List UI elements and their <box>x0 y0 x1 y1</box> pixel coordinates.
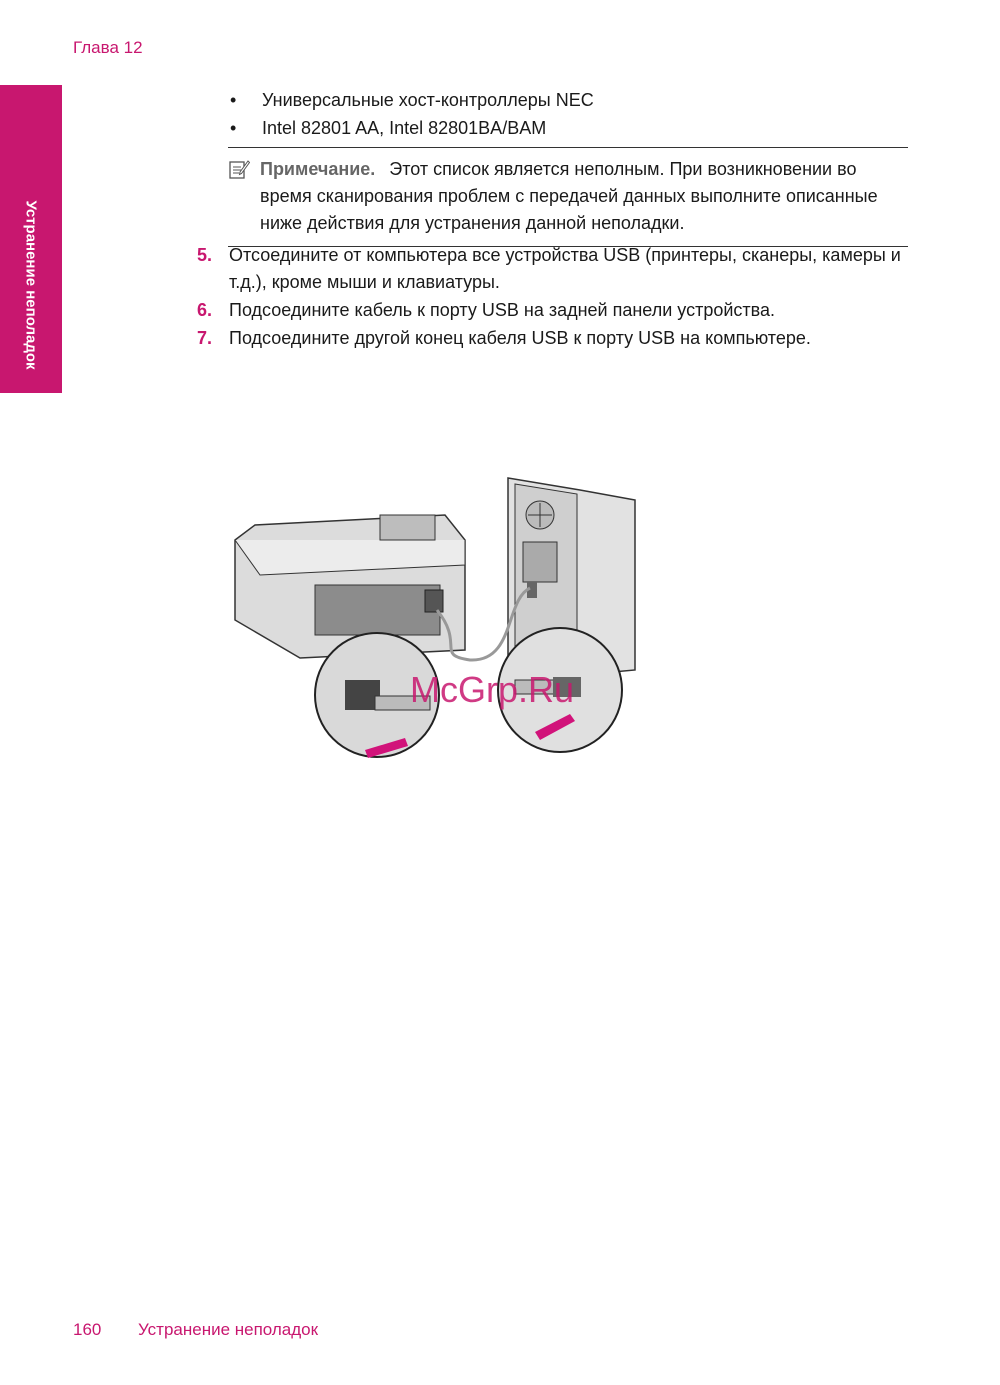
note-icon <box>228 158 250 180</box>
list-item: • Intel 82801 AA, Intel 82801BA/BAM <box>230 114 594 142</box>
watermark-text: McGrp.Ru <box>410 669 575 710</box>
steps-list <box>197 242 917 353</box>
chapter-heading: Глава 12 <box>73 38 143 57</box>
step-item <box>197 242 917 296</box>
list-item: • Универсальные хост-контроллеры NEC <box>230 86 594 114</box>
side-tab-label: Устранение неполадок <box>22 200 40 370</box>
printer-icon <box>235 515 465 658</box>
step-number: 5. <box>197 245 213 265</box>
page-number: 160 <box>73 1320 102 1339</box>
note-label: Примечание. <box>260 159 376 179</box>
step-text: Подсоедините кабель к порту USB на задней панели устройства. <box>229 300 776 320</box>
step-text: Отсоедините от компьютера все устройства USB (принтеры, сканеры, камеры и т.д.), кроме мыши и клавиатуры. <box>229 245 901 292</box>
bullet-icon: • <box>230 118 237 138</box>
side-tab <box>0 85 62 393</box>
bullet-list <box>230 86 594 142</box>
footer-section-title: Устранение неполадок <box>138 1320 319 1339</box>
step-item <box>197 325 917 352</box>
step-text: Подсоедините другой конец кабеля USB к порту USB на компьютере. <box>229 328 811 348</box>
usb-connection-illustration <box>225 470 645 760</box>
step-number: 7. <box>197 328 213 348</box>
note-text: Этот список является неполным. При возникновении во время сканирования проблем с передачей данных выполните описанные ниже действия для устранения данной неполадки. <box>260 159 878 233</box>
bullet-icon: • <box>230 90 237 110</box>
step-number: 6. <box>197 300 213 320</box>
step-item <box>197 297 917 324</box>
note-box <box>228 147 908 247</box>
